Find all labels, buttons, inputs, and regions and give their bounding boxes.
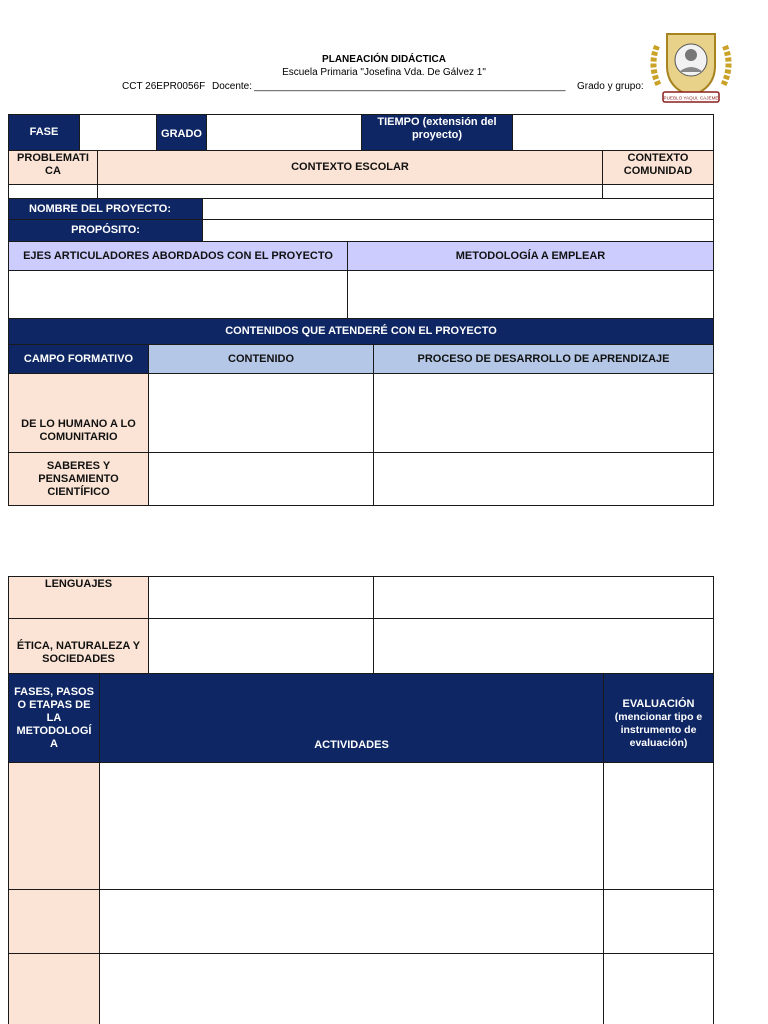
tiempo-label: TIEMPO (extensión del proyecto): [361, 114, 513, 151]
campo-formativo-label: CAMPO FORMATIVO: [8, 344, 149, 374]
fase-field-3[interactable]: [8, 953, 100, 1024]
ejes-label: EJES ARTICULADORES ABORDADOS CON EL PROYECTO: [8, 241, 348, 271]
school-name: Escuela Primaria "Josefina Vda. De Gálvez 1": [282, 67, 486, 78]
evaluacion-header: [603, 673, 714, 763]
grado-field[interactable]: [206, 114, 362, 151]
contenidos-header: CONTENIDOS QUE ATENDERÉ CON EL PROYECTO: [8, 318, 714, 345]
evaluacion-note: (mencionar tipo e instrumento de evaluación): [614, 710, 703, 749]
nombre-proyecto-label: NOMBRE DEL PROYECTO:: [8, 198, 203, 220]
fase-label: FASE: [8, 114, 80, 151]
lenguajes-proceso-field[interactable]: [373, 576, 714, 619]
evaluacion-field-1[interactable]: [603, 762, 714, 890]
proposito-field[interactable]: [202, 219, 714, 242]
etica-proceso-field[interactable]: [373, 618, 714, 674]
ejes-field[interactable]: [8, 270, 348, 319]
humano-proceso-field[interactable]: [373, 373, 714, 453]
metodologia-label: METODOLOGÍA A EMPLEAR: [347, 241, 714, 271]
document-title: PLANEACIÓN DIDÁCTICA: [322, 54, 446, 65]
evaluacion-label: EVALUACIÓN: [622, 697, 695, 710]
evaluacion-field-2[interactable]: [603, 889, 714, 954]
grado-grupo-label: Grado y grupo:: [577, 81, 644, 92]
humano-comunitario-label: DE LO HUMANO A LO COMUNITARIO: [8, 373, 149, 453]
evaluacion-field-3[interactable]: [603, 953, 714, 1024]
cct-label: CCT 26EPR0056F: [122, 81, 206, 92]
etica-label: ÉTICA, NATURALEZA Y SOCIEDADES: [8, 618, 149, 674]
fases-label: FASES, PASOS O ETAPAS DE LA METODOLOGÍ A: [8, 673, 100, 763]
humano-contenido-field[interactable]: [148, 373, 374, 453]
etica-contenido-field[interactable]: [148, 618, 374, 674]
proposito-label: PROPÓSITO:: [8, 219, 203, 242]
school-logo: [645, 26, 737, 106]
fase-field[interactable]: [79, 114, 157, 151]
problematica-label: PROBLEMATI CA: [8, 150, 98, 185]
docente-line[interactable]: ________________________________________________________: [254, 81, 566, 92]
lenguajes-label: LENGUAJES: [8, 576, 149, 619]
metodologia-field[interactable]: [347, 270, 714, 319]
saberes-proceso-field[interactable]: [373, 452, 714, 506]
actividades-field-2[interactable]: [99, 889, 604, 954]
contexto-comunidad-label: CONTEXTO COMUNIDAD: [602, 150, 714, 185]
contexto-escolar-label: CONTEXTO ESCOLAR: [97, 150, 603, 185]
actividades-field-3[interactable]: [99, 953, 604, 1024]
docente-label: Docente:: [212, 81, 253, 92]
contexto-comunidad-field[interactable]: [602, 184, 714, 199]
saberes-label: SABERES Y PENSAMIENTO CIENTÍFICO: [8, 452, 149, 506]
fase-field-2[interactable]: [8, 889, 100, 954]
saberes-contenido-field[interactable]: [148, 452, 374, 506]
proceso-label: PROCESO DE DESARROLLO DE APRENDIZAJE: [373, 344, 714, 374]
lenguajes-contenido-field[interactable]: [148, 576, 374, 619]
problematica-field[interactable]: [8, 184, 98, 199]
contenido-label: CONTENIDO: [148, 344, 374, 374]
logo-banner: PUEBLO YAQUI, CAJEME: [663, 95, 719, 101]
tiempo-field[interactable]: [512, 114, 714, 151]
fase-field-1[interactable]: [8, 762, 100, 890]
contexto-escolar-field[interactable]: [97, 184, 603, 199]
grado-label: GRADO: [156, 114, 207, 151]
actividades-label: ACTIVIDADES: [99, 673, 604, 763]
actividades-field-1[interactable]: [99, 762, 604, 890]
nombre-proyecto-field[interactable]: [202, 198, 714, 220]
